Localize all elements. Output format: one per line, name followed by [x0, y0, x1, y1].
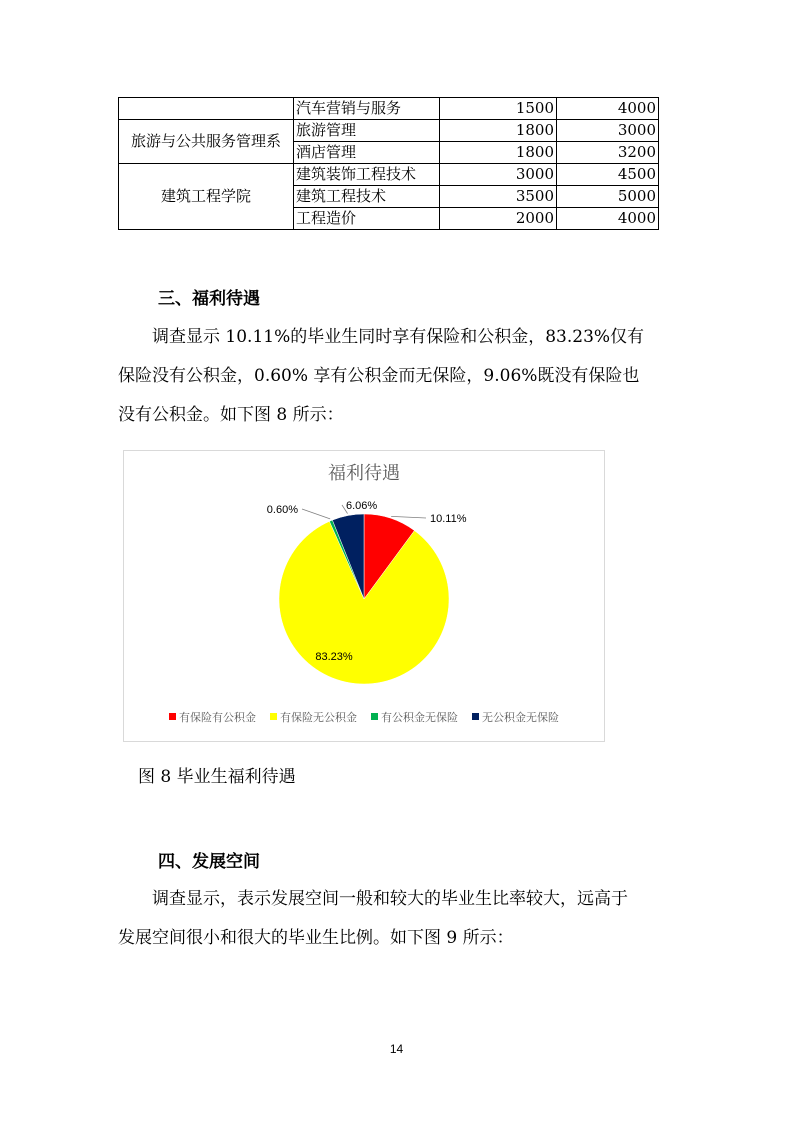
section-heading-development: 四、发展空间	[158, 852, 260, 872]
label-leader-line	[391, 516, 426, 518]
page-number: 14	[389, 1042, 404, 1056]
pie-slices	[279, 514, 449, 684]
table-cell-number: 4500	[557, 164, 659, 186]
table-cell-major: 建筑工程技术	[294, 186, 440, 208]
table-cell-empty	[119, 98, 294, 120]
welfare-pie-chart	[123, 450, 605, 742]
data-label: 0.60%	[266, 504, 298, 516]
paragraph-line: 调查显示 10.11%的毕业生同时享有保险和公积金，83.23%仅有	[152, 327, 645, 347]
section-heading-welfare: 三、福利待遇	[158, 289, 260, 309]
pie-chart-svg	[124, 451, 604, 741]
table-cell-department: 旅游与公共服务管理系	[119, 120, 294, 164]
legend-swatch	[270, 713, 277, 720]
legend-label: 无公积金无保险	[482, 712, 559, 724]
figure-caption: 图 8 毕业生福利待遇	[138, 767, 296, 787]
legend-swatch	[371, 713, 378, 720]
legend-label: 有保险无公积金	[280, 712, 357, 724]
legend-label: 有公积金无保险	[381, 712, 458, 724]
table-cell-number: 3000	[440, 164, 557, 186]
paragraph-welfare	[118, 318, 678, 435]
table-cell-major: 汽车营销与服务	[294, 98, 440, 120]
table-cell-number: 1800	[440, 120, 557, 142]
table-cell-major: 旅游管理	[294, 120, 440, 142]
table-cell-major: 酒店管理	[294, 142, 440, 164]
table-cell-major: 工程造价	[294, 208, 440, 230]
table-cell-number: 4000	[557, 208, 659, 230]
legend-label: 有保险有公积金	[179, 712, 256, 724]
chart-legend	[169, 710, 559, 724]
table-cell-number: 3200	[557, 142, 659, 164]
chart-title: 福利待遇	[328, 463, 400, 483]
table-row	[119, 164, 659, 186]
table-row	[119, 120, 659, 142]
salary-table	[118, 97, 659, 230]
paragraph-line: 没有公积金。如下图 8 所示：	[118, 405, 344, 425]
paragraph-development	[118, 880, 678, 958]
paragraph-line: 保险没有公积金，0.60% 享有公积金而无保险，9.06%既没有保险也	[118, 366, 640, 386]
data-label: 83.23%	[315, 651, 353, 663]
label-leader-line	[302, 509, 330, 519]
legend-swatch	[472, 713, 479, 720]
paragraph-line: 发展空间很小和很大的毕业生比例。如下图 9 所示：	[118, 928, 514, 948]
paragraph-line: 调查显示，表示发展空间一般和较大的毕业生比率较大，远高于	[152, 889, 628, 909]
data-label: 6.06%	[346, 500, 378, 512]
data-label: 10.11%	[430, 513, 467, 525]
table-row	[119, 98, 659, 120]
table-cell-number: 5000	[557, 186, 659, 208]
table-cell-department: 建筑工程学院	[119, 164, 294, 230]
table-cell-number: 2000	[440, 208, 557, 230]
table-cell-major: 建筑装饰工程技术	[294, 164, 440, 186]
table-cell-number: 1800	[440, 142, 557, 164]
table-cell-number: 4000	[557, 98, 659, 120]
table-cell-number: 1500	[440, 98, 557, 120]
legend-swatch	[169, 713, 176, 720]
table-cell-number: 3000	[557, 120, 659, 142]
table-cell-number: 3500	[440, 186, 557, 208]
